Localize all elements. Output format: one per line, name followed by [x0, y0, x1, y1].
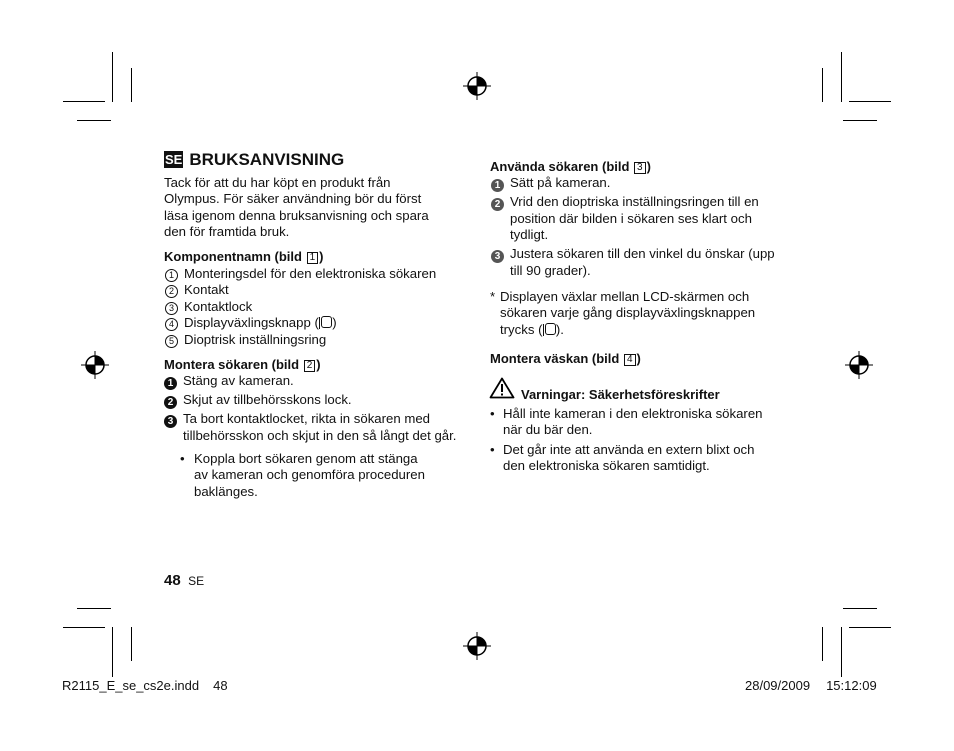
page-language: SE	[188, 574, 205, 588]
warning-item: Håll inte kameran i den elektroniska sökaren när du bär den.	[503, 406, 763, 438]
warning-bullet: •	[490, 442, 495, 457]
list-item: 5 Dioptrisk inställningsring	[165, 332, 436, 348]
step-item: 1 Stäng av kameran.	[164, 373, 294, 390]
display-switch-icon	[543, 324, 544, 336]
step-item: 3 Ta bort kontaktlocket, rikta in sökaren med tillbehörsskon och skjut in den så långt det går.	[164, 411, 456, 444]
mount-heading: Montera sökaren (bild 2 )	[164, 357, 321, 372]
footer-datetime: 28/09/2009 15:12:09	[745, 678, 877, 693]
figure-ref: 4	[624, 354, 636, 366]
list-item: 2 Kontakt	[165, 282, 436, 298]
intro-paragraph: Tack för att du har köpt en produkt från Olympus. För säker användning bör du först läsa igenom denna bruksanvisning och spara den för framtida bruk.	[164, 175, 429, 240]
display-switch-icon	[545, 323, 556, 335]
step-item: 1 Sätt på kameran.	[491, 175, 610, 192]
use-heading: Använda sökaren (bild 3 )	[490, 159, 651, 174]
footer-file: R2115_E_se_cs2e.indd 48	[62, 678, 228, 693]
warning-icon	[489, 377, 515, 399]
footnote-mark: *	[490, 289, 496, 304]
step-item: 3 Justera sökaren till den vinkel du önskar (upp till 90 grader).	[491, 246, 775, 279]
figure-ref: 2	[304, 360, 316, 372]
components-heading: Komponentnamn (bild 1 )	[164, 249, 324, 264]
note-bullet: •	[180, 451, 185, 466]
registration-mark-icon	[844, 350, 874, 380]
list-item: 4 Displayväxlingsknapp ( )	[165, 315, 436, 331]
note-text: Koppla bort sökaren genom att stänga av kameran och genomföra proceduren baklänges.	[194, 451, 425, 499]
footnote-text: Displayen växlar mellan LCD-skärmen och sökaren varje gång displayväxlingsknappen trycks ( ).	[500, 289, 756, 337]
title-text: BRUKSANVISNING	[189, 150, 345, 169]
registration-mark-icon	[462, 71, 492, 101]
page-number-block	[164, 572, 204, 590]
warning-item: Det går inte att använda en extern blixt och den elektroniska sökaren samtidigt.	[503, 442, 755, 474]
figure-ref: 1	[307, 252, 319, 264]
registration-mark-icon	[462, 631, 492, 661]
step-item: 2 Vrid den dioptriska inställningsringen till en position där bilden i sökaren ses klart och tydligt.	[491, 194, 759, 244]
display-switch-icon	[319, 317, 320, 329]
page-title	[164, 150, 344, 170]
display-switch-icon	[321, 316, 332, 328]
list-item: 1 Monteringsdel för den elektroniska sökaren	[165, 266, 436, 282]
bag-heading: Montera väskan (bild 4 )	[490, 351, 641, 366]
step-item: 2 Skjut av tillbehörsskons lock.	[164, 392, 352, 409]
page-number: 48	[164, 572, 181, 589]
warning-heading: Varningar: Säkerhetsföreskrifter	[521, 387, 720, 402]
figure-ref: 3	[634, 162, 646, 174]
language-badge: SE	[165, 152, 183, 167]
components-list	[165, 266, 436, 348]
registration-mark-icon	[80, 350, 110, 380]
list-item: 3 Kontaktlock	[165, 299, 436, 315]
warning-bullet: •	[490, 406, 495, 421]
